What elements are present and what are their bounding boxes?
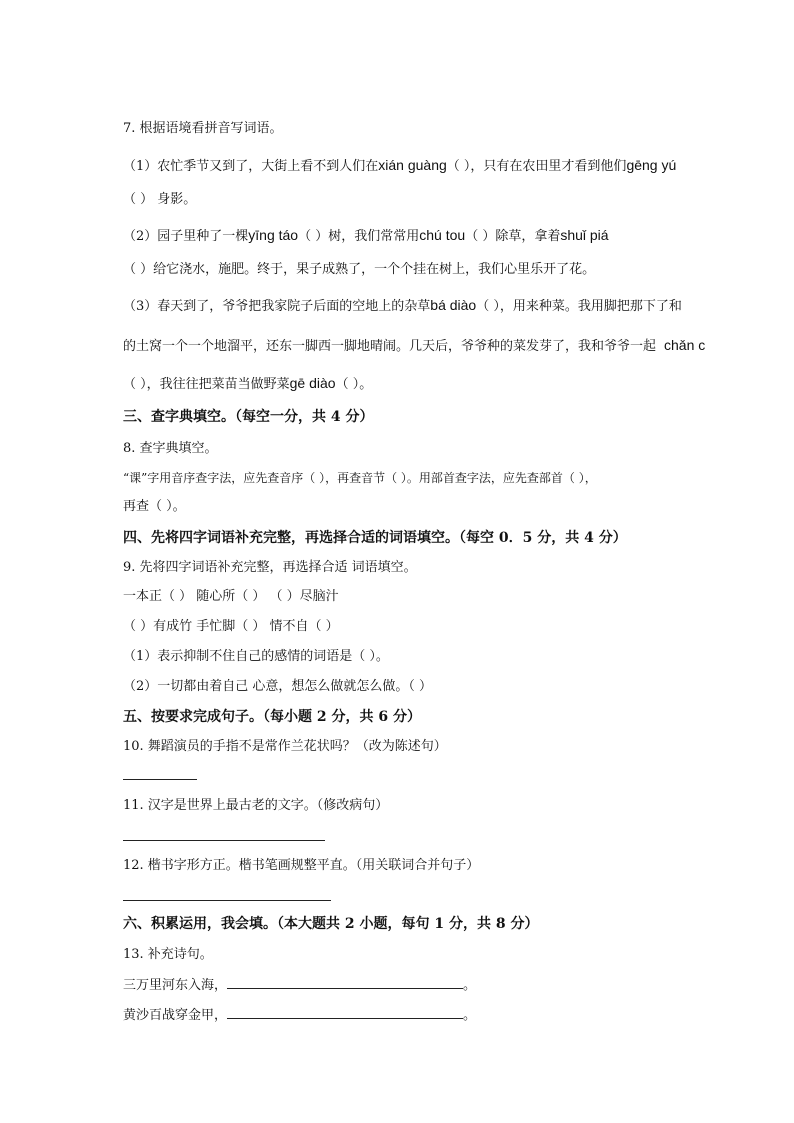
pinyin-xian-guang: xián guàng	[378, 157, 447, 173]
q9-words-row2: （ ）有成竹 手忙脚（ ） 情不自（ ）	[123, 619, 339, 634]
q7-part3-line3	[123, 374, 372, 394]
q9-words-row1: 一本正（ ） 随心所（ ） （ ）尽脑汁	[123, 589, 339, 604]
q7-title: 7. 根据语境看拼音写词语。	[123, 121, 283, 136]
section-6-heading: 六、积累运用，我会填。（本大题共 2 小题，每句 1 分，共 8 分）	[123, 916, 539, 932]
section-5-heading: 五、按要求完成句子。（每小题 2 分，共 6 分）	[123, 709, 421, 725]
poem-line-1-end: 。	[463, 978, 477, 993]
q8-line1: “课”字用音序查字法，应先查音序（ ），再查音节（ ）。用部首查字法，应先查部首（ ），	[123, 471, 597, 485]
q9-sub2: （2）一切都由着自己 心意，想怎么做就怎么做。（ ）	[123, 679, 433, 694]
q12-answer-line[interactable]	[123, 900, 331, 901]
pinyin-ba-diao: bá diào	[430, 297, 477, 313]
pinyin-chu-tou: chú tou	[419, 227, 466, 243]
poem-line-2-text: 黄沙百战穿金甲，	[123, 1008, 228, 1023]
q7-part1-blank-a: （ ），只有在农田里才看到他们	[446, 159, 627, 174]
poem-line-2-blank[interactable]	[227, 1006, 463, 1019]
pinyin-ge-diao: gē diào	[289, 375, 336, 391]
q7-part1-line1	[123, 156, 676, 176]
poem-line-2	[123, 1006, 476, 1025]
poem-line-2-end: 。	[463, 1008, 477, 1023]
q7-part2-line2: （ ）给它浇水，施肥。终于，果子成熟了，一个个挂在树上，我们心里乐开了花。	[123, 262, 596, 277]
pinyin-shui-piao: shuǐ piá	[560, 227, 609, 243]
q7-part2-text-a: （2）园子里种了一棵	[123, 229, 249, 244]
q7-part3-text-a: （3）春天到了，爷爷把我家院子后面的空地上的杂草	[123, 299, 431, 314]
q7-part2-blank-b: （ ）除草，拿着	[465, 229, 561, 244]
section-3-heading: 三、查字典填空。（每空一分，共 4 分）	[123, 409, 374, 425]
q11-text: 11. 汉字是世界上最古老的文字。（修改病句）	[123, 798, 389, 813]
poem-line-1-text: 三万里河东入海，	[123, 978, 228, 993]
q7-part1-text-a: （1）农忙季节又到了，大街上看不到人们在	[123, 159, 379, 174]
q7-part2-blank-a: （ ）树，我们常常用	[298, 229, 420, 244]
q7-part3-line2	[123, 336, 705, 356]
q8-line2: 再查（ ）。	[123, 499, 186, 514]
q7-part1-line2: （ ） 身影。	[123, 192, 197, 207]
q9-title: 9. 先将四字词语补充完整，再选择合适 词语填空。	[123, 560, 417, 575]
q13-title: 13. 补充诗句。	[123, 947, 213, 962]
q7-part3-blank-a: （ ），用来种菜。我用脚把那下了和	[476, 299, 682, 314]
q9-sub1: （1）表示抑制不住自己的感情的词语是（ ）。	[123, 649, 389, 664]
q7-part3-blank-b: （ ），我往往把菜苗当做野菜	[123, 377, 290, 392]
q10-text: 10. 舞蹈演员的手指不是常作兰花状吗？（改为陈述句）	[123, 739, 447, 754]
poem-line-1-blank[interactable]	[227, 976, 463, 989]
q11-answer-line[interactable]	[123, 840, 325, 841]
section-4-heading: 四、先将四字词语补充完整，再选择合适的词语填空。（每空 0．5 分，共 4 分）	[123, 530, 627, 546]
pinyin-chan-chu: chǎn c	[664, 337, 706, 353]
poem-line-1	[123, 976, 476, 995]
pinyin-ying-tao: yīng táo	[248, 227, 299, 243]
pinyin-geng-yu: gēng yú	[626, 157, 677, 173]
q7-part2-line1	[123, 226, 609, 246]
q7-part3-blank-c: （ ）。	[335, 377, 373, 392]
q7-part3-line1	[123, 296, 682, 316]
q7-part3-text-b: 的土窝一个一个地溜平，还东一脚西一脚地晴闹。几天后，爷爷种的菜发芽了，我和爷爷一起	[123, 339, 657, 354]
q12-text: 12. 楷书字形方正。楷书笔画规整平直。（用关联词合并句子）	[123, 858, 480, 873]
q10-answer-line[interactable]	[123, 779, 197, 780]
q8-title: 8. 查字典填空。	[123, 441, 218, 456]
